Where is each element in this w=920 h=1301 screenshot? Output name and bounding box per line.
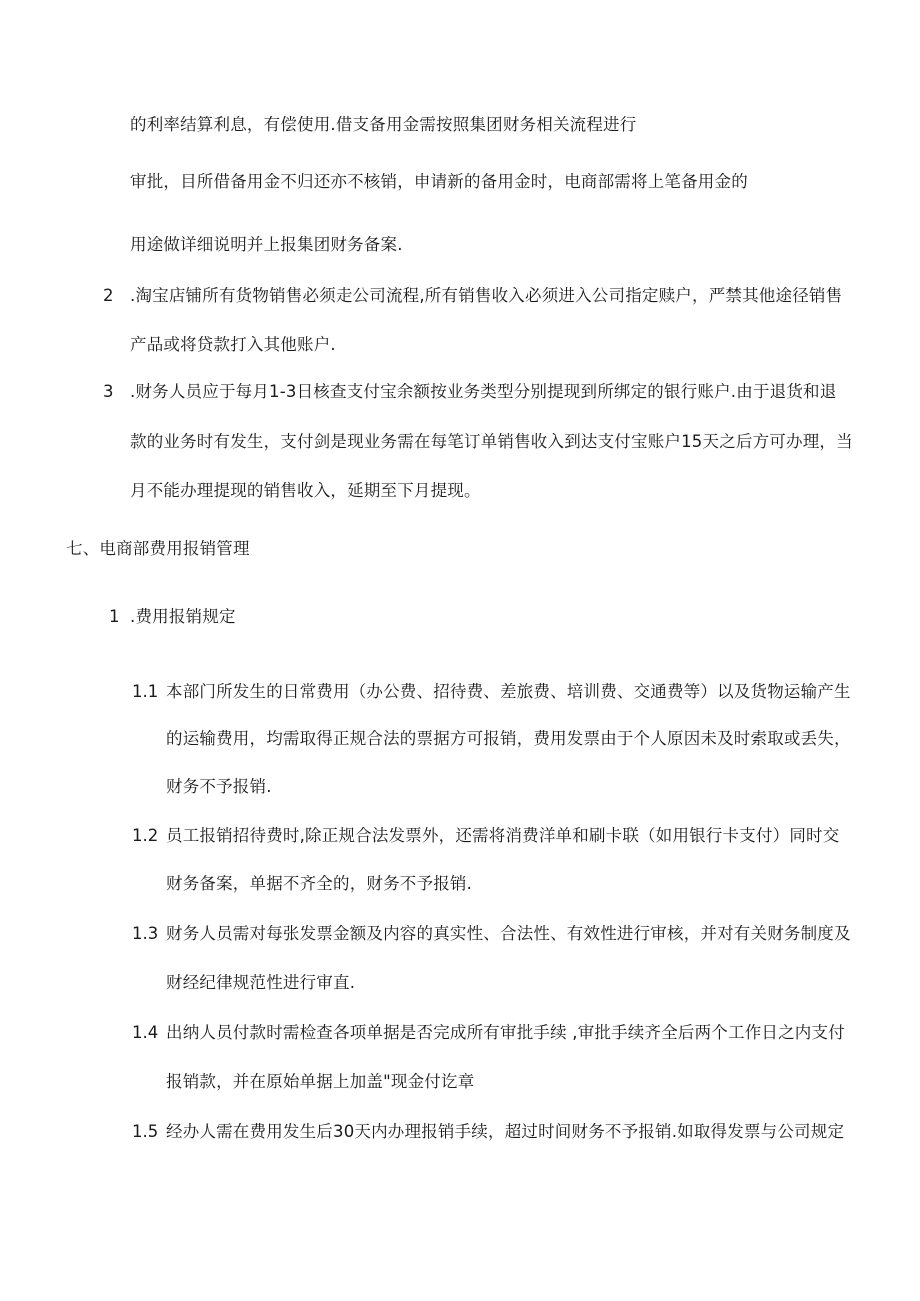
- clause-line: 本部门所发生的日常费用（办公费、招待费、差旅费、培训费、交通费等）以及货物运输产生: [166, 682, 851, 701]
- clause-number: 1.4: [132, 1023, 159, 1042]
- clause-line: 财务人员需对每张发票金额及内容的真实性、合法性、有效性进行审核，并对有关财务制度及: [166, 924, 851, 943]
- continuation-line: 的利率结算利息，有偿使用.借支备用金需按照集团财务相关流程进行: [130, 115, 637, 134]
- clause-number: 1.3: [132, 924, 159, 943]
- item-line: .淘宝店铺所有货物销售必须走公司流程,所有销售收入必须进入公司指定赎户，严禁其他途径销售: [130, 286, 843, 305]
- clause-number: 1.2: [132, 826, 159, 845]
- clause-line: 财务备案，单据不齐全的，财务不予报销.: [166, 874, 473, 893]
- clause-line: 财经纪律规范性进行审直.: [166, 973, 356, 992]
- item-number: 2: [103, 286, 114, 305]
- clause-number: 1.1: [132, 682, 159, 701]
- item-line: 款的业务时有发生，支付剑是现业务需在每笔订单销售收入到达支付宝账户15天之后方可办理，当: [130, 432, 853, 451]
- item-number: 3: [103, 382, 114, 401]
- clause-line: 报销款，并在原始单据上加盖"现金付讫章: [166, 1072, 475, 1091]
- subsection-number: 1: [109, 607, 120, 626]
- clause-line: 经办人需在费用发生后30天内办理报销手续，超过时间财务不予报销.如取得发票与公司规定: [166, 1122, 845, 1141]
- clause-line: 员工报销招待费时,除正规合法发票外，还需将消费洋单和刷卡联（如用银行卡支付）同时交: [166, 826, 840, 845]
- section-heading: 七、电商部费用报销管理: [66, 539, 250, 558]
- item-line: 月不能办理提现的销售收入，延期至下月提现。: [130, 481, 481, 500]
- clause-line: 的运输费用，均需取得正规合法的票据方可报销，费用发票由于个人原因未及时索取或丢失，: [166, 729, 851, 748]
- continuation-line: 用途做详细说明并上报集团财务备案.: [130, 235, 403, 254]
- clause-line: 财务不予报销.: [166, 777, 272, 796]
- item-line: .财务人员应于每月1-3日核查支付宝余额按业务类型分别提现到所绑定的银行账户.由于退货和退: [130, 382, 837, 401]
- continuation-line: 审批，目所借备用金不归还亦不核销，申请新的备用金时，电商部需将上笔备用金的: [130, 172, 748, 191]
- clause-line: 出纳人员付款时需检查各项单据是否完成所有审批手续 ,审批手续齐全后两个工作日之内支付: [166, 1023, 845, 1042]
- subsection-title: .费用报销规定: [130, 607, 236, 626]
- clause-number: 1.5: [132, 1122, 159, 1141]
- item-line: 产品或将贷款打入其他账户.: [130, 335, 336, 354]
